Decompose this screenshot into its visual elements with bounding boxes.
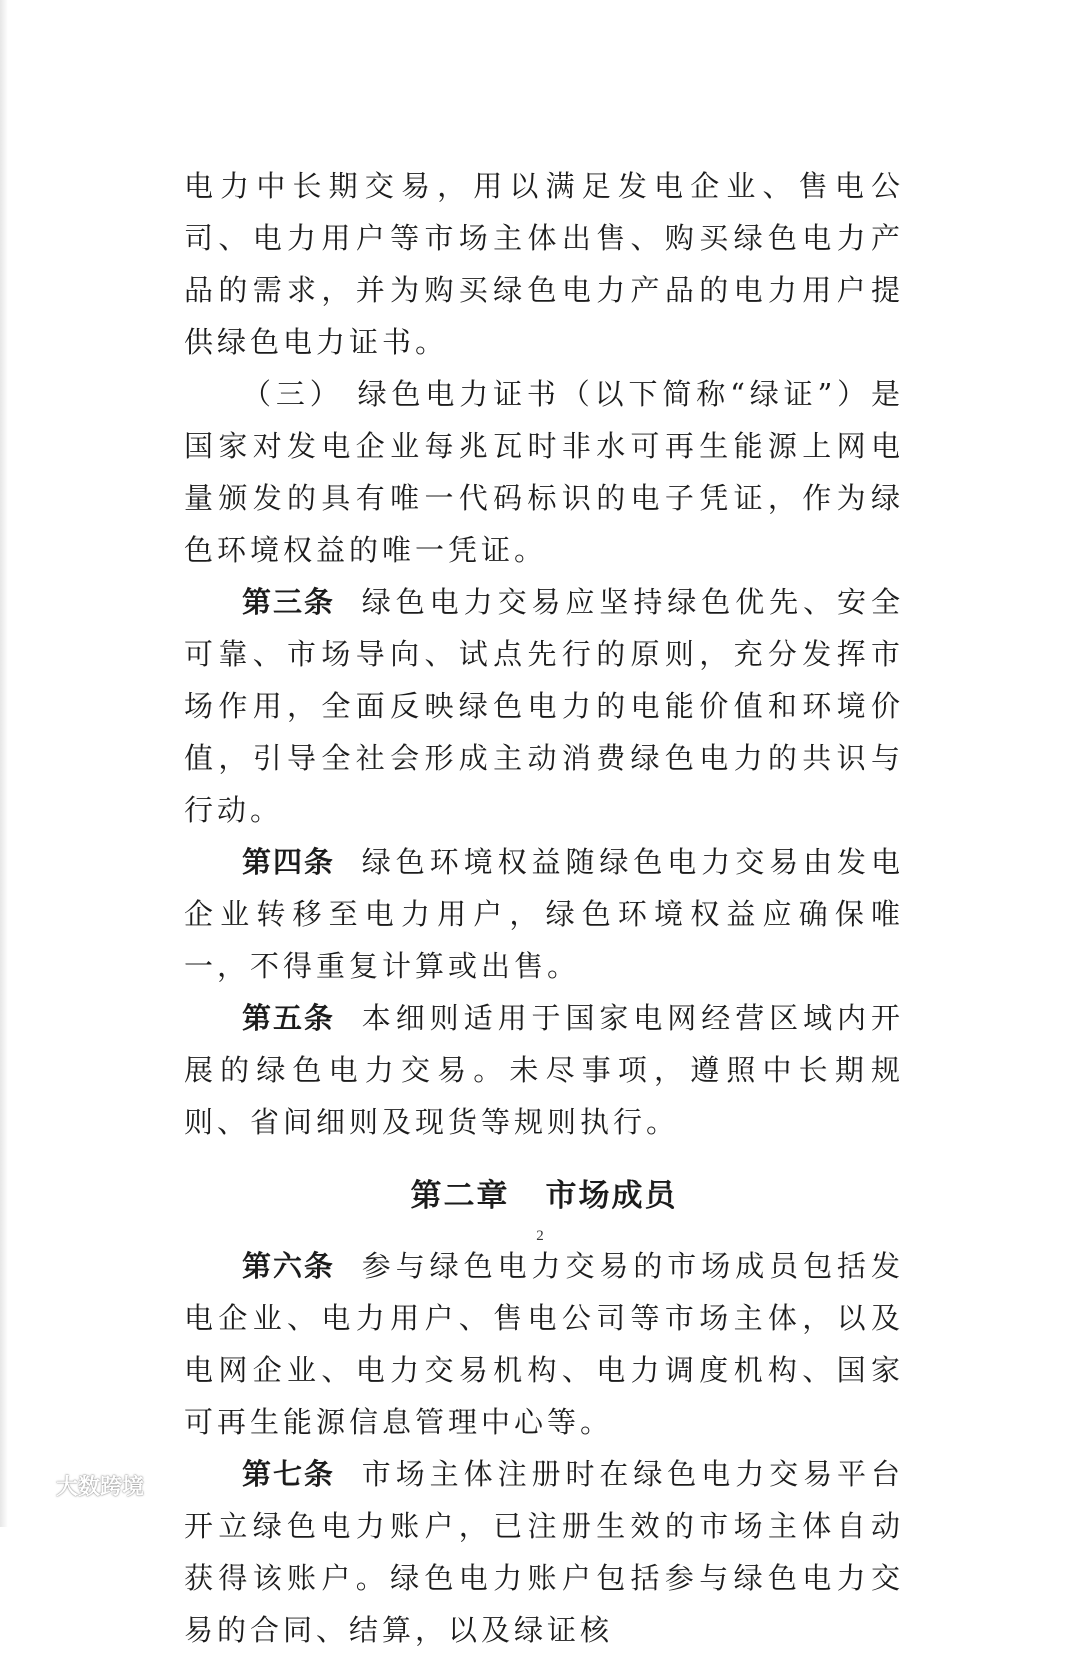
article-text: 参与绿色电力交易的市场成员包括发电企业、电力用户、售电公司等市场主体，以及电网企业、电力交易机构、电力调度机构、国家可再生能源信息管理中心等。 xyxy=(184,1249,904,1439)
paragraph-item-three: （三） 绿色电力证书（以下简称“绿证”）是国家对发电企业每兆瓦时非水可再生能源上网电量颁发的具有唯一代码标识的电子凭证，作为绿色环境权益的唯一凭证。 xyxy=(184,377,904,567)
article-4 xyxy=(184,836,904,992)
scan-edge-shadow xyxy=(0,0,8,1527)
watermark-text: 大数跨境 xyxy=(56,1475,145,1500)
chapter-title: 市场成员 xyxy=(545,1178,678,1214)
article-label: 第三条 xyxy=(242,585,335,619)
article-label: 第四条 xyxy=(242,845,335,879)
article-5 xyxy=(184,992,904,1148)
chapter-heading xyxy=(184,1170,904,1222)
watermark xyxy=(10,1470,144,1501)
article-label: 第五条 xyxy=(242,1001,335,1035)
article-6 xyxy=(184,1240,904,1448)
article-text: 绿色电力交易应坚持绿色优先、安全可靠、市场导向、试点先行的原则，充分发挥市场作用，全面反映绿色电力的电能价值和环境价值，引导全社会形成主动消费绿色电力的共识与行动。 xyxy=(184,585,904,827)
article-3 xyxy=(184,576,904,836)
article-7 xyxy=(184,1448,904,1656)
paragraph-continuation: 电力中长期交易，用以满足发电企业、售电公司、电力用户等市场主体出售、购买绿色电力产品的需求，并为购买绿色电力产品的电力用户提供绿色电力证书。 xyxy=(184,169,904,359)
article-text: 本细则适用于国家电网经营区域内开展的绿色电力交易。未尽事项，遵照中长期规则、省间细则及现货等规则执行。 xyxy=(184,1001,904,1139)
bubble-logo-icon xyxy=(10,1471,50,1501)
article-label: 第七条 xyxy=(242,1457,335,1491)
page-number: 2 xyxy=(536,1228,544,1244)
article-text: 市场主体注册时在绿色电力交易平台开立绿色电力账户，已注册生效的市场主体自动获得该账户。绿色电力账户包括参与绿色电力交易的合同、结算，以及绿证核 xyxy=(184,1457,904,1647)
article-label: 第六条 xyxy=(242,1249,335,1283)
document-body xyxy=(184,160,904,1656)
chapter-number: 第二章 xyxy=(410,1178,510,1214)
article-text: 绿色环境权益随绿色电力交易由发电企业转移至电力用户，绿色环境权益应确保唯一，不得重复计算或出售。 xyxy=(184,845,904,983)
